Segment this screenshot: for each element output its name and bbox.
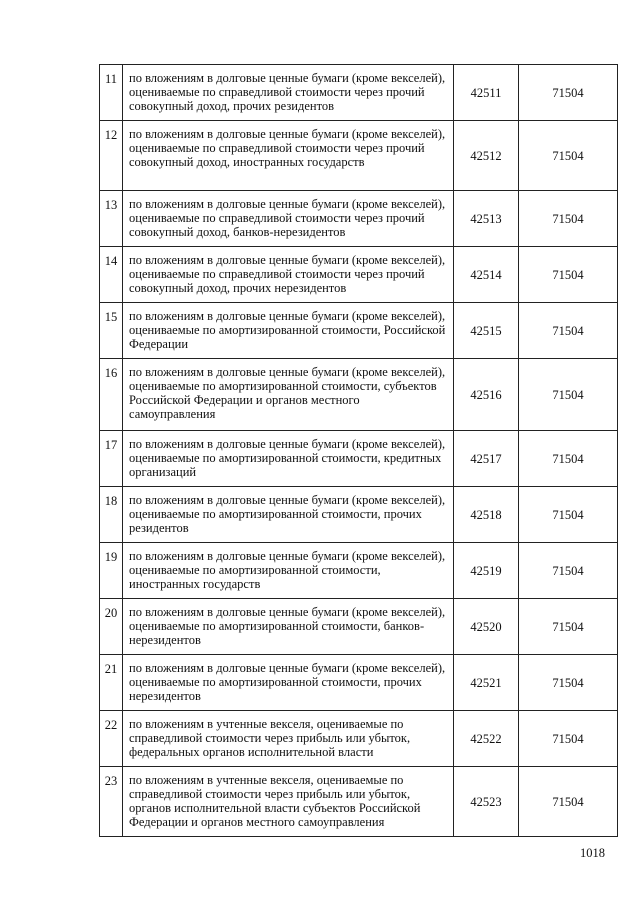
row-description: по вложениям в долговые ценные бумаги (кроме векселей), оцениваемые по справедливой стоимости через прочий совокупный доход, иностранных государств bbox=[123, 121, 454, 191]
account-code: 42519 bbox=[454, 543, 519, 599]
account-code: 42511 bbox=[454, 65, 519, 121]
row-number: 17 bbox=[100, 431, 123, 487]
account-code: 42516 bbox=[454, 359, 519, 431]
row-description: по вложениям в долговые ценные бумаги (кроме векселей), оцениваемые по амортизированной стоимости, кредитных организаций bbox=[123, 431, 454, 487]
account-code: 42513 bbox=[454, 191, 519, 247]
table-row bbox=[100, 247, 618, 303]
row-number: 21 bbox=[100, 655, 123, 711]
symbol-code: 71504 bbox=[519, 65, 618, 121]
symbol-code: 71504 bbox=[519, 247, 618, 303]
table-row bbox=[100, 599, 618, 655]
row-description: по вложениям в долговые ценные бумаги (кроме векселей), оцениваемые по амортизированной стоимости, иностранных государств bbox=[123, 543, 454, 599]
account-code: 42512 bbox=[454, 121, 519, 191]
row-number: 22 bbox=[100, 711, 123, 767]
row-number: 23 bbox=[100, 767, 123, 837]
symbol-code: 71504 bbox=[519, 121, 618, 191]
account-code: 42514 bbox=[454, 247, 519, 303]
account-code: 42518 bbox=[454, 487, 519, 543]
row-number: 11 bbox=[100, 65, 123, 121]
row-description: по вложениям в долговые ценные бумаги (кроме векселей), оцениваемые по амортизированной стоимости, прочих резидентов bbox=[123, 487, 454, 543]
symbol-code: 71504 bbox=[519, 303, 618, 359]
account-code: 42517 bbox=[454, 431, 519, 487]
table-row bbox=[100, 65, 618, 121]
symbol-code: 71504 bbox=[519, 655, 618, 711]
page-number: 1018 bbox=[580, 846, 605, 860]
account-code: 42523 bbox=[454, 767, 519, 837]
table-row bbox=[100, 543, 618, 599]
account-code: 42515 bbox=[454, 303, 519, 359]
table-row bbox=[100, 431, 618, 487]
table-row bbox=[100, 191, 618, 247]
symbol-code: 71504 bbox=[519, 767, 618, 837]
row-description: по вложениям в долговые ценные бумаги (кроме векселей), оцениваемые по справедливой стоимости через прочий совокупный доход, банков-нерезидентов bbox=[123, 191, 454, 247]
symbol-code: 71504 bbox=[519, 543, 618, 599]
table-row bbox=[100, 655, 618, 711]
table-row bbox=[100, 303, 618, 359]
table-row bbox=[100, 767, 618, 837]
account-code: 42522 bbox=[454, 711, 519, 767]
row-number: 12 bbox=[100, 121, 123, 191]
row-description: по вложениям в учтенные векселя, оцениваемые по справедливой стоимости через прибыль или убыток, органов исполнительной власти субъектов Российской Федерации и органов местного самоуправления bbox=[123, 767, 454, 837]
row-description: по вложениям в долговые ценные бумаги (кроме векселей), оцениваемые по амортизированной стоимости, банков-нерезидентов bbox=[123, 599, 454, 655]
symbol-code: 71504 bbox=[519, 191, 618, 247]
row-description: по вложениям в долговые ценные бумаги (кроме векселей), оцениваемые по амортизированной стоимости, прочих нерезидентов bbox=[123, 655, 454, 711]
row-description: по вложениям в долговые ценные бумаги (кроме векселей), оцениваемые по амортизированной стоимости, Российской Федерации bbox=[123, 303, 454, 359]
symbol-code: 71504 bbox=[519, 359, 618, 431]
row-number: 13 bbox=[100, 191, 123, 247]
row-number: 20 bbox=[100, 599, 123, 655]
table-row bbox=[100, 121, 618, 191]
row-description: по вложениям в долговые ценные бумаги (кроме векселей), оцениваемые по амортизированной стоимости, субъектов Российской Федерации и органов местного самоуправления bbox=[123, 359, 454, 431]
table-row bbox=[100, 711, 618, 767]
row-description: по вложениям в долговые ценные бумаги (кроме векселей), оцениваемые по справедливой стоимости через прочий совокупный доход, прочих резидентов bbox=[123, 65, 454, 121]
row-number: 14 bbox=[100, 247, 123, 303]
row-description: по вложениям в учтенные векселя, оцениваемые по справедливой стоимости через прибыль или убыток, федеральных органов исполнительной власти bbox=[123, 711, 454, 767]
account-code: 42521 bbox=[454, 655, 519, 711]
accounts-table bbox=[99, 64, 618, 837]
table-row bbox=[100, 487, 618, 543]
table-row bbox=[100, 359, 618, 431]
symbol-code: 71504 bbox=[519, 487, 618, 543]
row-description: по вложениям в долговые ценные бумаги (кроме векселей), оцениваемые по справедливой стоимости через прочий совокупный доход, прочих нерезидентов bbox=[123, 247, 454, 303]
row-number: 16 bbox=[100, 359, 123, 431]
symbol-code: 71504 bbox=[519, 711, 618, 767]
symbol-code: 71504 bbox=[519, 431, 618, 487]
account-code: 42520 bbox=[454, 599, 519, 655]
row-number: 15 bbox=[100, 303, 123, 359]
row-number: 18 bbox=[100, 487, 123, 543]
symbol-code: 71504 bbox=[519, 599, 618, 655]
row-number: 19 bbox=[100, 543, 123, 599]
